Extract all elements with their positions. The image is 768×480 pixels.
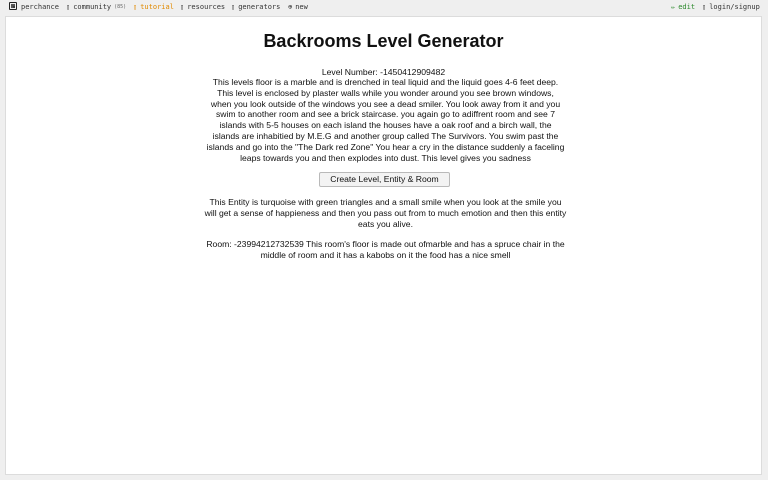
nav-resources-label: resources bbox=[187, 3, 226, 11]
nav-tutorial-label: tutorial bbox=[140, 3, 174, 11]
nav-generators-label: generators bbox=[238, 3, 281, 11]
nav-community-label: community bbox=[73, 3, 112, 11]
tutorial-icon: ▯ bbox=[133, 3, 138, 11]
dice-icon bbox=[9, 2, 17, 10]
edit-label: edit bbox=[678, 3, 696, 11]
level-line: This level is enclosed by plaster walls while you wonder around you see brown windows, bbox=[217, 87, 554, 98]
room-line: Room: -23994212732539 This room's floor is made out ofmarble and has a spruce chair in the bbox=[206, 239, 565, 249]
login-label: login/signup bbox=[709, 3, 760, 11]
level-number: Level Number: -1450412909482 bbox=[321, 67, 446, 77]
nav-resources[interactable] bbox=[180, 3, 225, 11]
level-line: islands are inhabitied by M.E.G and another group called The Survivors. You swim past the bbox=[212, 130, 559, 141]
nav-new[interactable] bbox=[288, 3, 308, 11]
room-line: middle of room and it has a kabobs on it the food has a nice smell bbox=[260, 249, 511, 260]
community-icon: ▯ bbox=[66, 3, 71, 11]
level-line: when you look outside of the windows you see a dead smiler. You look away from it and you bbox=[210, 98, 561, 109]
nav-perchance-label: perchance bbox=[21, 3, 59, 11]
create-level-button[interactable]: Create Level, Entity & Room bbox=[319, 172, 450, 187]
level-line: This levels floor is a marble and is drenched in teal liquid and the liquid goes 4-6 feet deep. bbox=[212, 77, 559, 87]
generators-icon: ▯ bbox=[231, 3, 236, 11]
user-icon: ▯ bbox=[702, 3, 707, 11]
level-line: leaps towards you and then explodes into dust. This level gives you sadness bbox=[240, 152, 531, 163]
plus-circle-icon: ⊕ bbox=[288, 3, 293, 11]
generator-output-panel bbox=[5, 16, 762, 475]
pencil-icon: ✏ bbox=[671, 3, 676, 11]
login-signup-link[interactable] bbox=[702, 3, 760, 11]
entity-description bbox=[184, 197, 587, 229]
nav-generators[interactable] bbox=[231, 3, 280, 11]
entity-line: eats you alive. bbox=[358, 218, 413, 229]
nav-new-label: new bbox=[295, 3, 308, 11]
page-title: Backrooms Level Generator bbox=[263, 31, 504, 51]
entity-line: will get a sense of happieness and then you pass out from to much emotion and then this entity bbox=[204, 207, 567, 218]
entity-line: This Entity is turquoise with green triangles and a small smile when you look at the smile you bbox=[209, 197, 562, 207]
nav-perchance[interactable] bbox=[9, 3, 59, 11]
room-description bbox=[184, 239, 587, 261]
edit-link[interactable] bbox=[671, 3, 695, 11]
nav-community[interactable] bbox=[66, 3, 126, 11]
level-line: swim to another room and see a brick staircase. you again go to adiffrent room and see 7 bbox=[215, 109, 555, 120]
top-nav bbox=[0, 0, 768, 15]
community-count-badge: (85) bbox=[114, 4, 127, 10]
level-line: islands and go into the "The Dark red Zone" You hear a cry in the distance suddenly a faceling bbox=[206, 141, 565, 152]
resources-icon: ▯ bbox=[180, 3, 185, 11]
nav-tutorial[interactable] bbox=[133, 3, 174, 11]
level-line: islands with 5-5 houses on each island the houses have a oak roof and a birch wall, the bbox=[219, 120, 552, 131]
level-description bbox=[184, 77, 587, 163]
